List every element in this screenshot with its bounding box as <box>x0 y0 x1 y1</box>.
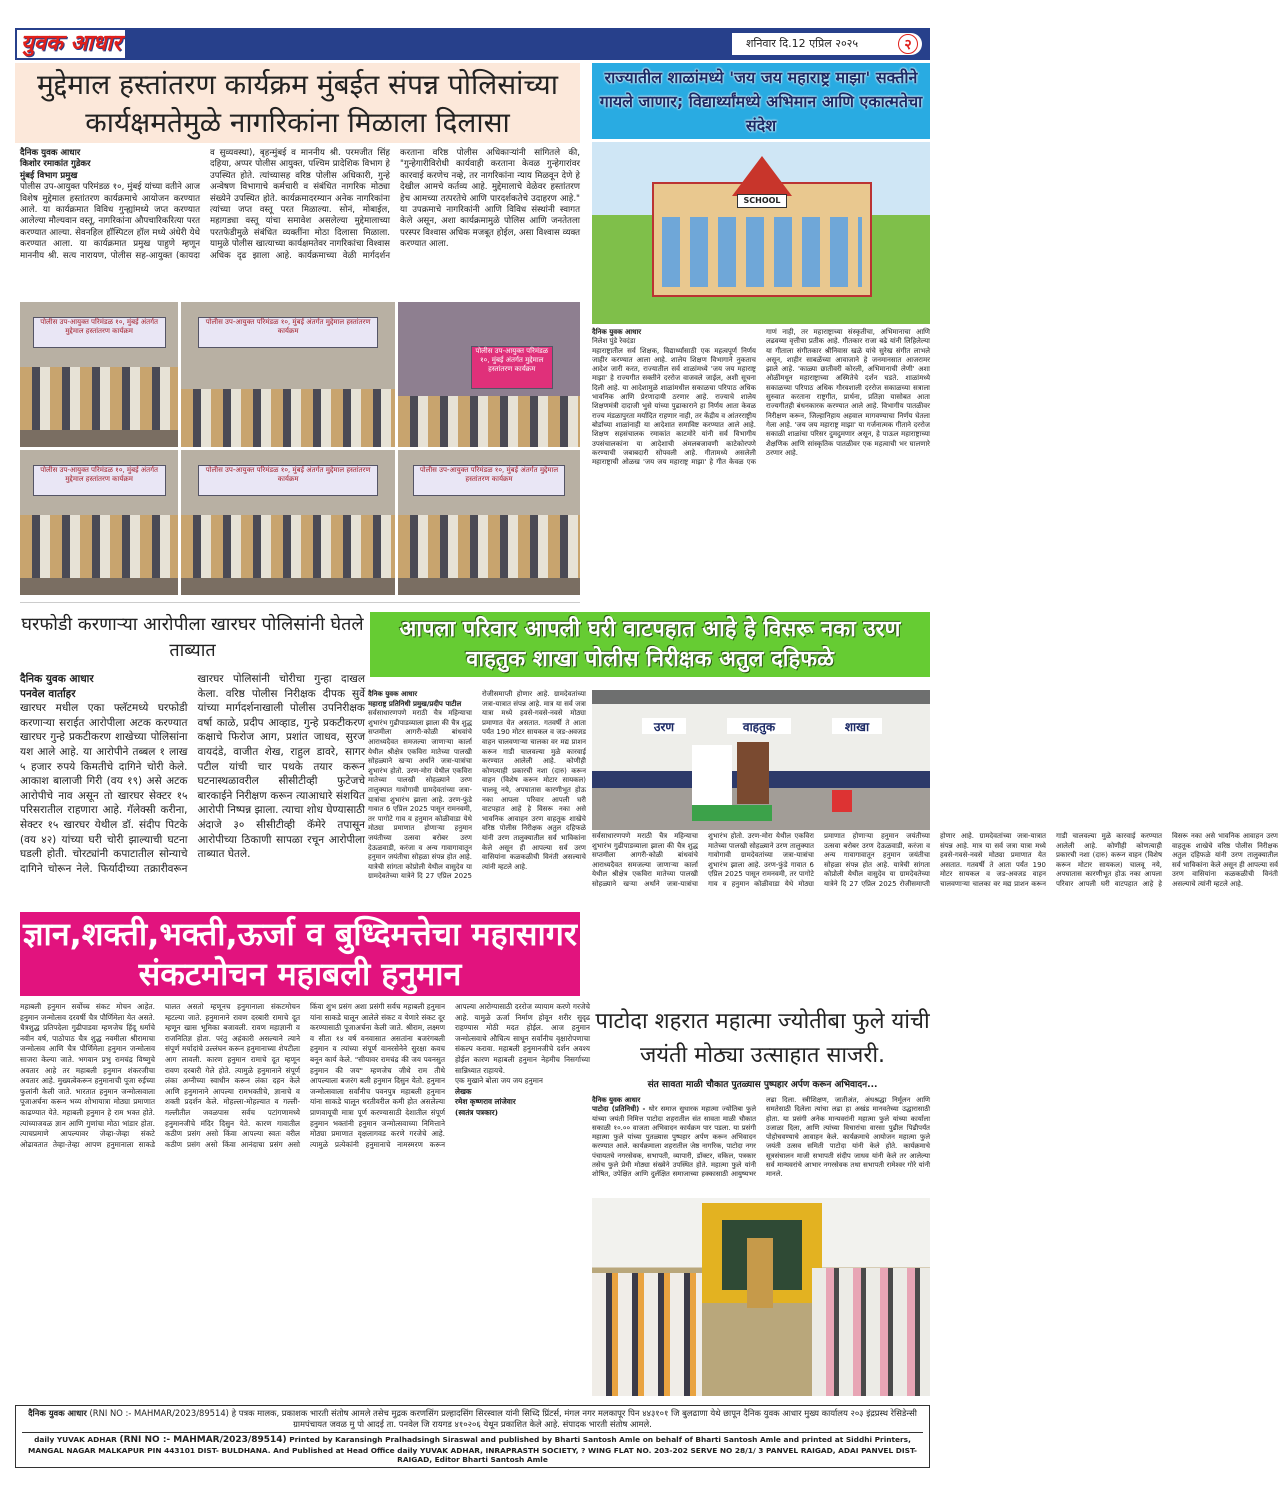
newspaper-logo: युवक आधार <box>17 30 125 58</box>
byline-author: पनवेल वार्ताहर <box>20 687 76 700</box>
photo-banner: पोलीस उप-आयुक्त परिमंडळ १०, मुंबई अंतर्गत मुद्देमाल हस्तांतरण कार्यक्रम <box>198 317 377 349</box>
footer-marathi-text: (RNI NO :- MAHMAR/2023/89514) हे पत्रक मालक, प्रकाशक भारती संतोष आमले तसेच मुद्रक करणसिंग प्रल्हादसिंग सिरस्वाल यांनी सिध्दि प्रिंटर्स, मंगल नगर मलकापूर पिन ४४३१०१ जि बुलढाणा येथे छापून दैनिक युवक आधार मुख्य कार्यालय २०३ इंद्रप्रस्थ रेसिडेन्सी ग्रामपंचायत जवळ मु पो आदई ता. पनवेल जि रायगड ४१०२०६ येथून प्रकाशित केले आहे. संपादक भारती संतोष आमले. <box>89 1408 917 1429</box>
article1-photo-grid <box>20 302 580 595</box>
school-sign: SCHOOL <box>737 194 787 208</box>
photo-banner: पोलीस उप-आयुक्त परिमंडळ १०, मुंबई अंतर्गत मुद्देमाल हस्तांतरण कार्यक्रम <box>33 317 166 349</box>
article5-text: महाबली हनुमान सर्वोच्च संकट मोचन आहेत. हनुमान जन्मोत्सव दरवर्षी चैत्र पौर्णिमेला येत असते. चैत्रशुद्ध प्रतिपदेला गुढीपाडवा म्हणजेच हिंदू धर्माचे नवीन वर्ष, पाठोपाठ चैत्र शुद्ध नवमीला श्रीरामाचा जन्मोत्सव आणि चैत्र पौर्णिमेला हनुमान जन्मोत्सव साजरा केल्या जाते. भगवान प्रभु रामचंद्र विष्णुचे अवतार आहे तर महाबली हनुमान शंकरजीचा अवतार आहे. मुख्यत्वेकरून हनुमानाची पूजा रुईच्या फुलांनी केली जाते. भारतात हनुमान जन्मोत्सवाला पूजाअर्चना करून भव्य शोभायात्रा मोठ्या प्रमाणात काढण्यात येते. महाबली हनुमान हे राम भक्त होते. त्यांच्याजवळ ज्ञान आणि गुणांचा मोठा भांडार होता. त्याचप्रमाणे आपल्यावर जेव्हा-जेव्हा संकटे ओढावतात तेव्हा-तेव्हा आपण हनुमानाला साकडे घालत असतो म्हणूनच हनुमानाला संकटमोचन म्हटल्या जाते. हनुमानाने रावण दरबारी रामाचे दूत म्हणून खास भूमिका बजावली. रावण महाज्ञानी व राजनितिज्ञ होता. परंतु अहंकारी असल्याने त्याने संपूर्ण मर्यादांचे उल्लंघन करून हनुमानाच्या शेपटीला आग लावली. कारण हनुमान रामाचे दूत म्हणून रावण दरबारी गेले होते. त्यामुळे हनुमानाने संपूर्ण लंका अग्नीच्या स्वाधीन करून लंका दहन केले आणि हनुमानाने आपल्या रामभक्तीचे, ज्ञानाचे व शक्ती प्रदर्शन केले. मोहल्ला-मोहल्यात व गल्ली-गल्लीतील जवळपास सर्वच पटांगणामध्ये हनुमानजीचे मंदिर दिसुन येते. कारण गावातील कठीण प्रसंग असो किंवा आपल्या स्वतः वरील कठीण प्रसंग असो किंवा आनंदाचा प्रसंग असो किंवा शुभ प्रसंग अशा प्रसंगी सर्वच महाबली हनुमान यांना साकडे घालून आलेले संकट व येणारे संकट दूर करण्यासाठी पूजाअर्चना केली जाते. श्रीराम, लक्ष्मण व सीता १४ वर्ष वनवासात असतांना बजरंगबली हनुमान व त्यांच्या संपूर्ण वानरसेनेने सुरक्षा कवच बनून कार्य केले. "सीयावर रामचंद्र की जय पवनसुत हनुमान की जय" म्हणजेच जीथे राम तीथे आपल्याला बजरंग बली हनुमान दिसुन येतो. हनुमान जन्मोत्सवाला सर्वांनीच पवनपुत्र महाबली हनुमान यांना साकडे घालून धरतीवरील कमी होत असलेल्या प्राणवायूची मात्रा पूर्ण करण्यासाठी देशातील संपूर्ण हनुमान भक्तांनी हनुमान जन्मोत्सवाच्या निमित्ताने मोठ्या प्रमाणात वृक्षलागवड करणे गरजेचे आहे. त्यामुळे प्रत्येकांनी हनुमानाचे नामस्मरण करून आपल्या आरोग्यासाठी दररोज व्यायाम करणे गरजेचे आहे. यामुळे ऊर्जा निर्माण होवून शरीर सुदृढ राहण्यास मोठी मदत होईल. आज हनुमान जन्मोत्सवाचे औचित्य साधून सर्वांनीच वृक्षारोपणाचा संकल्प करावा. महाबली हनुमानजीचे दर्शन अवश्य होईल कारण महाबली हनुमान नेहमीच निसर्गाच्या सान्निध्यात राहायचे. <box>20 1002 590 1149</box>
article6-text: थोर समाज सुधारक महात्मा ज्योतिबा फुले यांच्या जयंती निमित्त पाटोदा शहरातील संत सावता माळी चौकात सकाळी १०.०० वाजता अभिवादन कार्यक्रम पार पडला. या प्रसंगी महात्मा फुले यांच्या पुतळ्यास पुष्पहार अर्पण करून अभिवादन करण्यात आले. कार्यक्रमाला शहरातील जेष्ठ नागरिक, पाटोदा नगर पंचायतचे नगरसेवक, सभापती, व्यापारी, डॉक्टर, वकिल, पत्रकार तसेच फुले प्रेमी मोठ्या संख्येने उपस्थित होते. महात्मा फुले यांनी शोषित, उपेक्षित आणि दुर्लक्षित समाजाच्या हक्कासाठी आयुष्यभर लढा दिला. स्त्रीशिक्षण, जातीअंत, अंधश्रद्धा निर्मूलन आणि समतेसाठी दिलेला त्यांचा लढा हा अखंड मानवतेच्या उद्धारासाठी होता. या प्रसंगी अनेक मान्यवरांनी महात्मा फुले यांच्या कार्याला उजाळा दिला, आणि त्यांच्या विचारांचा वारसा पुढील पिढीपर्यंत पोहोचवण्याचे आवाहन केले. कार्यक्रमाचे आयोजन महात्मा फुले जयंती उत्सव समिती पाटोदा यांनी केले होते. कार्यक्रमाचे सूत्रसंचालन माजी सभापती संदीप जाधव यांनी केले तर आलेल्या सर्व मान्यवरांचे आभार नगरसेवक तथा सभापती रामेश्वर गोरे यांनी मानले. <box>592 1096 930 1179</box>
school-illustration <box>592 142 930 324</box>
byline-paper: दैनिक युवक आधार <box>592 328 642 336</box>
author-role: (स्वतंत्र पत्रकार) <box>455 1107 498 1117</box>
event-photo <box>181 302 395 447</box>
byline-paper: दैनिक युवक आधार <box>592 1096 641 1104</box>
sign-shakha: शाखा <box>832 718 882 734</box>
imprint-footer <box>15 1405 930 1468</box>
divider <box>20 602 580 603</box>
event-photo <box>20 450 178 595</box>
article4-headline: आपला परिवार आपली घरी वाटपहात आहे हे विसरू नका उरण वाहतुक शाखा पोलीस निरीक्षक अतुल दहिफळे <box>370 612 930 677</box>
article2-body <box>592 328 930 595</box>
closing-line: एक मुखाने बोला जय जय हनुमान <box>455 1076 543 1086</box>
masthead <box>15 28 930 60</box>
footer-rni: (RNI NO :- MAHMAR/2023/89514) <box>119 1435 287 1445</box>
article3-text: खारघर मधील एका फ्लॅटमध्ये घरफोडी करणाऱ्या सराईत आरोपीला अटक करण्यात खारघर गुन्हे प्रकटीकरण शाखेच्या पोलिसांना यश आले आहे. या आरोपीने तब्बल १ लाख ५ हजार रुपये किमतीचे दागिने चोरी केले. आकाश बालाजी गिरी (वय १९) असे अटक आरोपीचे नाव असून तो खारघर सेक्टर १५ परिसरातील राहणारा आहे. गॅलेक्सी करीना, सेक्टर १५ खारघर येथील डॉ. संदीप पिटके (वय ४२) यांच्या घरी चोरी झाल्याची घटना घडली होती. चोरट्यांनी कपाटातील सोन्याचे दागिने चोरून नेले. फिर्यादीच्या तक्रारीवरून खारघर पोलिसांनी चोरीचा गुन्हा दाखल केला. वरिष्ठ पोलीस निरीक्षक दीपक सुर्वे यांच्या मार्गदर्शनाखाली पोलीस उपनिरीक्षक वर्षा काळे, प्रदीप आव्हाड, गुन्हे प्रकटीकरण कक्षाचे फिरोज आग, प्रशांत जाधव, सुरज वायदंडे, वाजीत शेख, राहुल डावरे, सागर पटील यांची चार पथके तयार करून घटनास्थळावरील सीसीटीव्ही फुटेजचे बारकाईने निरीक्षण करून त्याआधारे संशयित आरोपी निष्पन्न झाला. त्याचा शोध घेण्यासाठी अंदाजे ३० सीसीटीव्ही कॅमेरे तपासून आरोपीच्या ठिकाणी सापळा रचून आरोपीला ताब्यात घेतले. <box>20 673 365 875</box>
byline-paper: दैनिक युवक आधार <box>368 690 418 698</box>
article4-text: सर्वसाधारणपणे मराठी चैत्र महिन्याचा शुभारंभ गुढीपाडव्याला झाला की चैत्र शुद्ध सप्तमीला आगरी-कोळी बांधवांचे आराध्यदैवत समजल्या जाणाऱ्या कार्ला येथील श्रीक्षेत्र एकविरा मातेच्या पालखी सोहळ्याने खऱ्या अर्थाने जत्रा-यात्रांचा शुभारंभ होतो. उरण-मोरा येथील एकविरा मातेच्या पालखी सोहळ्याने उरण तालुक्यात गावोगावी ग्रामदेवतांच्या जत्रा-यात्रांचा शुभारंभ झाला आहे. उरण-फुंडे गावात 6 एप्रिल 2025 पासून रामनवमी, तर पागोटे गाव व हनुमान कोळीवाडा येथे मोठ्या प्रमाणात होणाऱ्या हनुमान जयंतीच्या उत्सवा बरोबर उरण देऊळवाडी, करंजा व अन्य गावागावातून हनुमान जयंतीचा सोहळा संपन्न होत आहे. यात्रेची सांगता कोप्रोली येथील वासुदेव या ग्रामदेवतेच्या यात्रेने दि 27 एप्रिल 2025 रोजीसमाप्ती होणार आहे. ग्रामदेवतांच्या जत्रा-यात्रात संपन्न आहे. मात्र या सर्व जत्रा यात्रा मध्ये हवसे-गवसे-नवसे मोठ्या प्रमाणात येत असतात. गतवर्षी ते आता पर्यंत 190 मोटर सायकल व जड-अवजड वाहन चालवणाऱ्या चालका वर मद्य प्राशन करून गाडी चालवल्या मुळे कारवाई करण्यात आलेली आहे. कोणीही कोणत्याही प्रकारची नशा (दारु) करून वाहन (विशेष करून मोटार सायकल) चालवू नये, अपघातास कारणीभूत होऊ नका आपला परिवार आपली घरी वाटपहात आहे हे विसरू नका असे भावनिक आवाहन उरण वाहतूक शाखेचे वरिष्ठ पोलीस निरीक्षक अतुल दहिफळे यांनी उरण तालुक्यातील सर्व भाविकांना केले असून ही आपल्या सर्व उरण वासियांना कळकळीची विनंती असल्याचे त्यांनी म्हटले आहे. <box>368 690 586 881</box>
byline-author: महाराष्ट्र प्रतिनिधी प्रमुख/प्रदीप पाटील <box>368 699 462 708</box>
article1-body <box>20 148 580 300</box>
uran-traffic-branch-photo <box>592 690 930 830</box>
byline-paper: दैनिक युवक आधार <box>20 148 81 158</box>
date-text: शनिवार दि.12 एप्रिल २०२५ <box>746 37 859 50</box>
article2-headline: राज्यातील शाळांमध्ये 'जय जय महाराष्ट्र माझा' सक्तीने गायले जाणार; विद्यार्थ्यांमध्ये अभिमान आणि एकात्मतेचा संदेश <box>592 63 930 139</box>
article4-body <box>368 690 586 898</box>
article1-text: पोलीस उप-आयुक्त परिमंडळ १०, मुंबई यांच्या वतीने आज विशेष मुद्देमाल हस्तांतरण कार्यक्रमाचे आयोजन करण्यात आले. या कार्यक्रमात विविध गुन्ह्यांमध्ये जप्त करण्यात आलेल्या मौल्यवान वस्तू, नागरिकांना औपचारिकरित्या परत करण्यात आल्या. सेवनहिल हॉस्पिटल हॉल मध्ये अंधेरी येथे करण्यात आला. या कार्यक्रमात प्रमुख पाहुणे म्हणून माननीय श्री. सत्य नारायण, पोलीस सह-आयुक्त (कायदा व सुव्यवस्था), बृहन्मुंबई व माननीय श्री. परमजीत सिंह दहिया, अप्पर पोलीस आयुक्त, पश्चिम प्रादेशिक विभाग हे उपस्थित होते. त्यांच्यासह वरिष्ठ पोलीस अधिकारी, गुन्हे अन्वेषण विभागाचे कर्मचारी व संबंधित नागरिक मोठ्या संख्येने उपस्थित होते. कार्यक्रमादरम्यान अनेक नागरिकांना त्यांच्या जप्त वस्तू परत मिळाल्या. सोनं, मोबाईल, महागड्या वस्तू यांचा समावेश असलेल्या मुद्देमालाच्या परतफेडीमुळे संबंधित व्यक्तींना मोठा दिलासा मिळाला. यामुळे पोलीस खात्याच्या कार्यक्षमतेवर नागरिकांचा विश्वास अधिक दृढ झाला आहे. कार्यक्रमाच्या वेळी मार्गदर्शन करताना वरिष्ठ पोलीस अधिकाऱ्यांनी सांगितले की, "गुन्हेगारीविरोधी कार्यवाही करताना केवळ गुन्हेगारांवर कारवाई करणेच नव्हे, तर नागरिकांना न्याय मिळवून देणे हे देखील आमचे कर्तव्य आहे. मुद्देमालाचे वेळेवर हस्तांतरण हेच आमच्या तत्परतेचे आणि पारदर्शकतेचे उदाहरण आहे." या उपक्रमाचे नागरिकांनी आणि विविध संस्थांनी स्वागत केले असून, अशा कार्यक्रमामुळे पोलिस आणि जनतेतला परस्पर विश्वास अधिक मजबूत होईल, असा विश्वास व्यक्त करण्यात आला. <box>20 148 580 261</box>
article3-body <box>20 672 365 894</box>
photo-banner: पोलीस उप-आयुक्त परिमंडळ १०, मुंबई अंतर्गत मुद्देमाल हस्तांतरण कार्यक्रम <box>413 465 566 497</box>
article6-headline: पाटोदा शहरात महात्मा ज्योतीबा फुले यांची जयंती मोठ्या उत्साहात साजरी. <box>595 1009 930 1068</box>
article6-subheadline: संत सावता माळी चौकात पुतळ्यास पुष्पहार अर्पण करून अभिवादन... <box>647 1080 878 1090</box>
article5-headline: ज्ञान,शक्ती,भक्ती,ऊर्जा व बुध्दिमत्तेचा महासागर संकटमोचन महाबली हनुमान <box>20 912 580 996</box>
photo-banner: पोलीस उप-आयुक्त परिमंडळ १०, मुंबई अंतर्गत मुद्देमाल हस्तांतरण कार्यक्रम <box>33 465 166 497</box>
issue-date <box>732 33 922 55</box>
phule-jayanti-photo <box>592 1198 930 1396</box>
footer-english-title: daily YUVAK ADHAR <box>34 1435 117 1444</box>
author-label: लेखक <box>455 1086 472 1096</box>
dateline: पाटोदा (प्रतिनिधी) - <box>592 1105 646 1114</box>
event-photo <box>181 450 395 595</box>
event-photo <box>20 302 178 447</box>
byline-author: निलेश पुंडे रेवदंडा <box>592 337 636 346</box>
event-photo <box>398 302 580 447</box>
photo-banner: पोलीस उप-आयुक्त परिमंडळ १०, मुंबई अंतर्गत मुद्देमाल हस्तांतरण कार्यक्रम <box>198 465 377 497</box>
article6-body <box>592 1096 930 1196</box>
author-name: रमेश कृष्णराव लांजेवार <box>455 1097 516 1107</box>
event-photo <box>398 450 580 595</box>
article1-headline: मुद्देमाल हस्तांतरण कार्यक्रम मुंबईत संपन्न पोलिसांच्या कार्यक्षमतेमुळे नागरिकांना मिळाला दिलासा <box>15 63 580 143</box>
article4-text-continued: सर्वसाधारणपणे मराठी चैत्र महिन्याचा शुभारंभ गुढीपाडव्याला झाला की चैत्र शुद्ध सप्तमीला आगरी-कोळी बांधवांचे आराध्यदैवत समजल्या जाणाऱ्या कार्ला येथील श्रीक्षेत्र एकविरा मातेच्या पालखी सोहळ्याने खऱ्या अर्थाने जत्रा-यात्रांचा शुभारंभ होतो. उरण-मोरा येथील एकविरा मातेच्या पालखी सोहळ्याने उरण तालुक्यात गावोगावी ग्रामदेवतांच्या जत्रा-यात्रांचा शुभारंभ झाला आहे. उरण-फुंडे गावात 6 एप्रिल 2025 पासून रामनवमी, तर पागोटे गाव व हनुमान कोळीवाडा येथे मोठ्या प्रमाणात होणाऱ्या हनुमान जयंतीच्या उत्सवा बरोबर उरण देऊळवाडी, करंजा व अन्य गावागावातून हनुमान जयंतीचा सोहळा संपन्न होत आहे. यात्रेची सांगता कोप्रोली येथील वासुदेव या ग्रामदेवतेच्या यात्रेने दि 27 एप्रिल 2025 रोजीसमाप्ती होणार आहे. ग्रामदेवतांच्या जत्रा-यात्रात संपन्न आहे. मात्र या सर्व जत्रा यात्रा मध्ये हवसे-गवसे-नवसे मोठ्या प्रमाणात येत असतात. गतवर्षी ते आता पर्यंत 190 मोटर सायकल व जड-अवजड वाहन चालवणाऱ्या चालका वर मद्य प्राशन करून गाडी चालवल्या मुळे कारवाई करण्यात आलेली आहे. कोणीही कोणत्याही प्रकारची नशा (दारु) करून वाहन (विशेष करून मोटार सायकल) चालवू नये, अपघातास कारणीभूत होऊ नका आपला परिवार आपली घरी वाटपहात आहे हे विसरू नका असे भावनिक आवाहन उरण वाहतूक शाखेचे वरिष्ठ पोलीस निरीक्षक अतुल दहिफळे यांनी उरण तालुक्यातील सर्व भाविकांना केले असून ही आपल्या सर्व उरण वासियांना कळकळीची विनंती असल्याचे त्यांनी म्हटले आहे. <box>592 832 1278 888</box>
byline-author: किशोर रमाकांत गुडेकर <box>20 159 91 170</box>
article2-text: महाराष्ट्रातील सर्व शिक्षक, विद्यार्थ्यांसाठी एक महत्वपूर्ण निर्णय जाहीर करण्यात आला आहे. शालेय शिक्षण विभागाने नुकताच आदेश जारी करत, राज्यातील सर्व शाळांमध्ये 'जय जय महाराष्ट्र माझा' हे राज्यगीत सक्तीने दररोज वाजवले जाईल, अशी सूचना दिली आहे. या आदेशामुळे शाळांमधील सकाळचा परिपाठ अधिक भावनिक आणि प्रेरणादायी ठरणार आहे. राज्याचे शालेय शिक्षणमंत्री दादाजी भुसे यांच्या पुढाकाराने हा निर्णय आता केवळ राज्य मंडळापुरता मर्यादित राहणार नाही, तर केंद्रीय व आंतरराष्ट्रीय बोर्डांच्या शाळांनाही या आदेशात समाविष्ट करण्यात आले आहे. शिक्षण सहसंचालक रमाकांत काटमोरे यांनी सर्व विभागीय उपसंचालकांना या आदेशाची अंमलबजावणी काटेकोरपणे करण्याची जबाबदारी सोपवली आहे. गीतामध्ये असलेली महाराष्ट्राची ओळख 'जय जय महाराष्ट्र माझा' हे गीत केवळ एक गाणं नाही, तर महाराष्ट्राच्या संस्कृतीचा, अभिमानाचा आणि लढवय्या वृत्तीचा प्रतीक आहे. गीतकार राजा बढे यांनी लिहिलेल्या या गीताला संगीतकार श्रीनिवास खळे यांचे सुरेख संगीत लाभले असून, शाहीर साबळेंच्या आवाजाने हे जनमानसात आजरामर झाले आहे. 'काळ्या छातीवरी कोरली, अभिमानाची लेणी' अशा ओळींमधून महाराष्ट्राच्या अस्मितेचे दर्शन घडते. शाळांमध्ये सकाळच्या परिपाठ अधिक गौरवशाली दररोज सकाळच्या सत्राला सुरुवात करताना राष्ट्रगीत, प्रार्थना, प्रतिज्ञा यासोबत आता राज्यगीतही बंधनकारक करण्यात आले आहे. विभागीय पातळीवर निरीक्षण करून, जिल्हानिहाय अहवाल मागवण्याचा निर्णय घेतला गेला आहे. 'जय जय महाराष्ट्र माझा' या गर्जनात्मक गीताने दररोज सकाळी शाळांचा परिसर दुमदुमणार असून, हे पाऊल महाराष्ट्राच्या शैक्षणिक आणि सांस्कृतिक पातळीवर एक महत्वाची भर घालणारे ठरणार आहे. <box>592 328 930 467</box>
byline-paper: दैनिक युवक आधार <box>20 673 94 685</box>
sign-uran: उरण <box>642 718 686 734</box>
footer-marathi-title: दैनिक युवक आधार <box>28 1408 87 1418</box>
byline-role: मुंबई विभाग प्रमुख <box>20 170 78 181</box>
page-number: २ <box>898 34 918 54</box>
article3-headline: घरफोडी करणाऱ्या आरोपीला खारघर पोलिसांनी घेतले ताब्यात <box>21 614 364 661</box>
article4-continued <box>592 832 1278 898</box>
photo-banner: पोलीस उप-आयुक्त परिमंडळ १०, मुंबई अंतर्गत मुद्देमाल हस्तांतरण कार्यक्रम <box>471 346 553 390</box>
footer-english-text: Printed by Karansingh Pralhadsingh Siraswal and published by Bharti Santosh Amle on behalf of Bharti Santosh Amle and printed at Siddhi Printers, MANGAL NAGAR MALKAPUR PIN 443101 DIST- BULDHANA. And Published at Head Office daily YUVAK ADHAR, INRAPRASTH SOCIETY, ? WING FLAT NO. 203-202 SERVE NO 28/1/ 3 PANVEL RAIGAD, ADAI PANVEL DIST-RAIGAD, Editor Bharti Santosh Amle <box>28 1435 917 1465</box>
sign-vahatuk: वाहतुक <box>727 718 791 734</box>
article5-body <box>20 1002 590 1398</box>
